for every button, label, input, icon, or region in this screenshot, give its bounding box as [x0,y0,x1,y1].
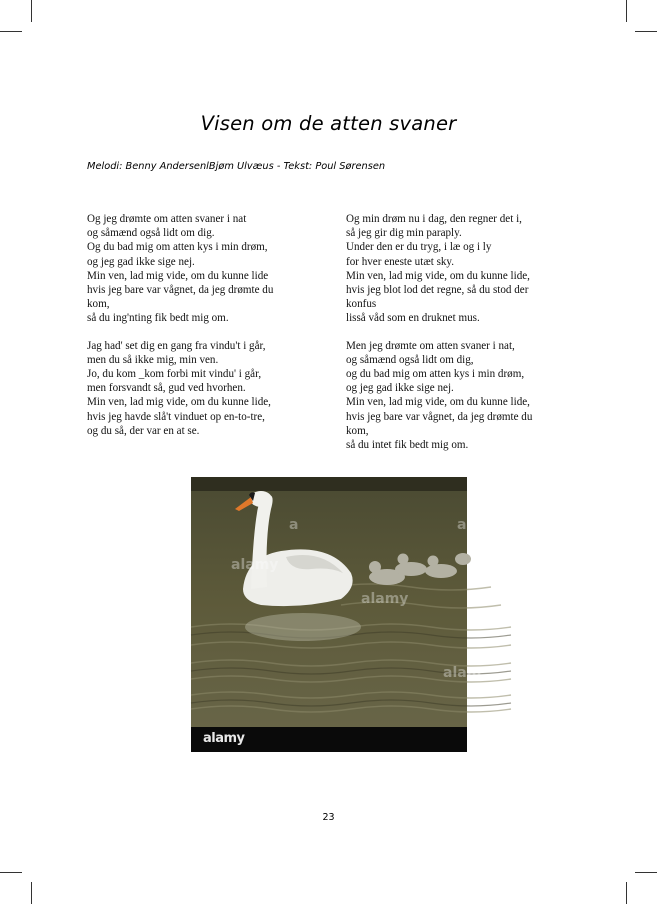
lyric-line: konfus [346,298,377,311]
crop-mark-bottom-left-h [0,872,22,873]
svg-text:alamy: alamy [361,591,409,607]
lyric-line: og du bad mig om atten kys i min drøm, [346,368,525,381]
lyric-line: Min ven, lad mig vide, om du kunne lide, [346,269,530,282]
crop-mark-bottom-left [31,882,32,904]
photo-caption-bar [191,727,467,752]
lyric-line: og såmænd også lidt om dig, [346,353,474,366]
lyric-line: Jag had' set dig en gang fra vindu't i går, [87,339,266,352]
lyric-line: lisså våd som en druknet mus. [346,312,480,325]
lyric-line: Og min drøm nu i dag, den regner det i, [346,213,522,225]
lyric-line: men forsvandt så, gud ved hvorhen. [87,382,246,395]
page-number: 23 [322,812,335,823]
lyric-line: og jeg gad ikke sige nej. [346,382,454,395]
svg-text:alamy: alamy [231,557,279,573]
song-credits: Melodi: Benny AndersenlBjøm Ulvæus - Tekst: Poul Sørensen [87,161,386,172]
lyric-line: Og jeg drømte om atten svaner i nat [87,213,247,225]
crop-mark-top-right-h [635,31,657,32]
lyric-line: Og du bad mig om atten kys i min drøm, [87,241,268,254]
lyric-line: hvis jeg bare var vågnet, da jeg drømte du [346,410,533,423]
lyrics-left-column [87,212,302,451]
crop-mark-bottom-right [626,882,627,904]
svg-text:alam: alam [443,665,482,681]
crop-mark-top-left-h [0,31,22,32]
svg-text:a: a [457,517,467,533]
lyric-line: så jeg gir dig min paraply. [346,227,462,240]
crop-mark-top-left [31,0,32,22]
lyric-line: og jeg gad ikke sige nej. [87,255,195,268]
lyric-line: for hver eneste utæt sky. [346,255,455,268]
stanza [346,212,561,326]
song-title: Visen om de atten svaner [200,112,457,135]
lyric-line: Under den er du tryg, i læ og i ly [346,241,492,254]
lyric-line: og du så, der var en at se. [87,424,200,437]
lyric-line: hvis jeg bare var vågnet, da jeg drømte du [87,284,274,297]
svg-text:a: a [289,517,299,533]
lyric-line: Min ven, lad mig vide, om du kunne lide, [346,396,530,409]
crop-mark-top-right [626,0,627,22]
swan-with-cygnets-icon [191,477,482,752]
stanza [87,212,302,326]
photo-brand-label: alamy [203,731,245,746]
lyric-line: Min ven, lad mig vide, om du kunne lide [87,269,269,282]
lyric-line: så du intet fik bedt mig om. [346,439,469,452]
crop-mark-bottom-right-h [635,872,657,873]
lyric-line: Men jeg drømte om atten svaner i nat, [346,339,515,352]
stanza [346,339,561,453]
lyric-line: hvis jeg havde slå't vinduet op en-to-tre, [87,410,265,423]
swan-photo [191,477,482,752]
lyric-line: og såmænd også lidt om dig. [87,227,215,240]
lyric-line: Min ven, lad mig vide, om du kunne lide, [87,396,271,409]
stanza [87,339,302,438]
lyric-line: men du så ikke mig, min ven. [87,353,219,366]
lyric-line: så du ing'nting fik bedt mig om. [87,312,229,325]
lyric-line: Jo, du kom _kom forbi mit vindu' i går, [87,368,262,381]
lyric-line: hvis jeg blot lod det regne, så du stod der [346,284,529,297]
lyric-line: kom, [346,424,369,437]
lyric-line: kom, [87,298,110,311]
lyrics-right-column [346,212,561,465]
